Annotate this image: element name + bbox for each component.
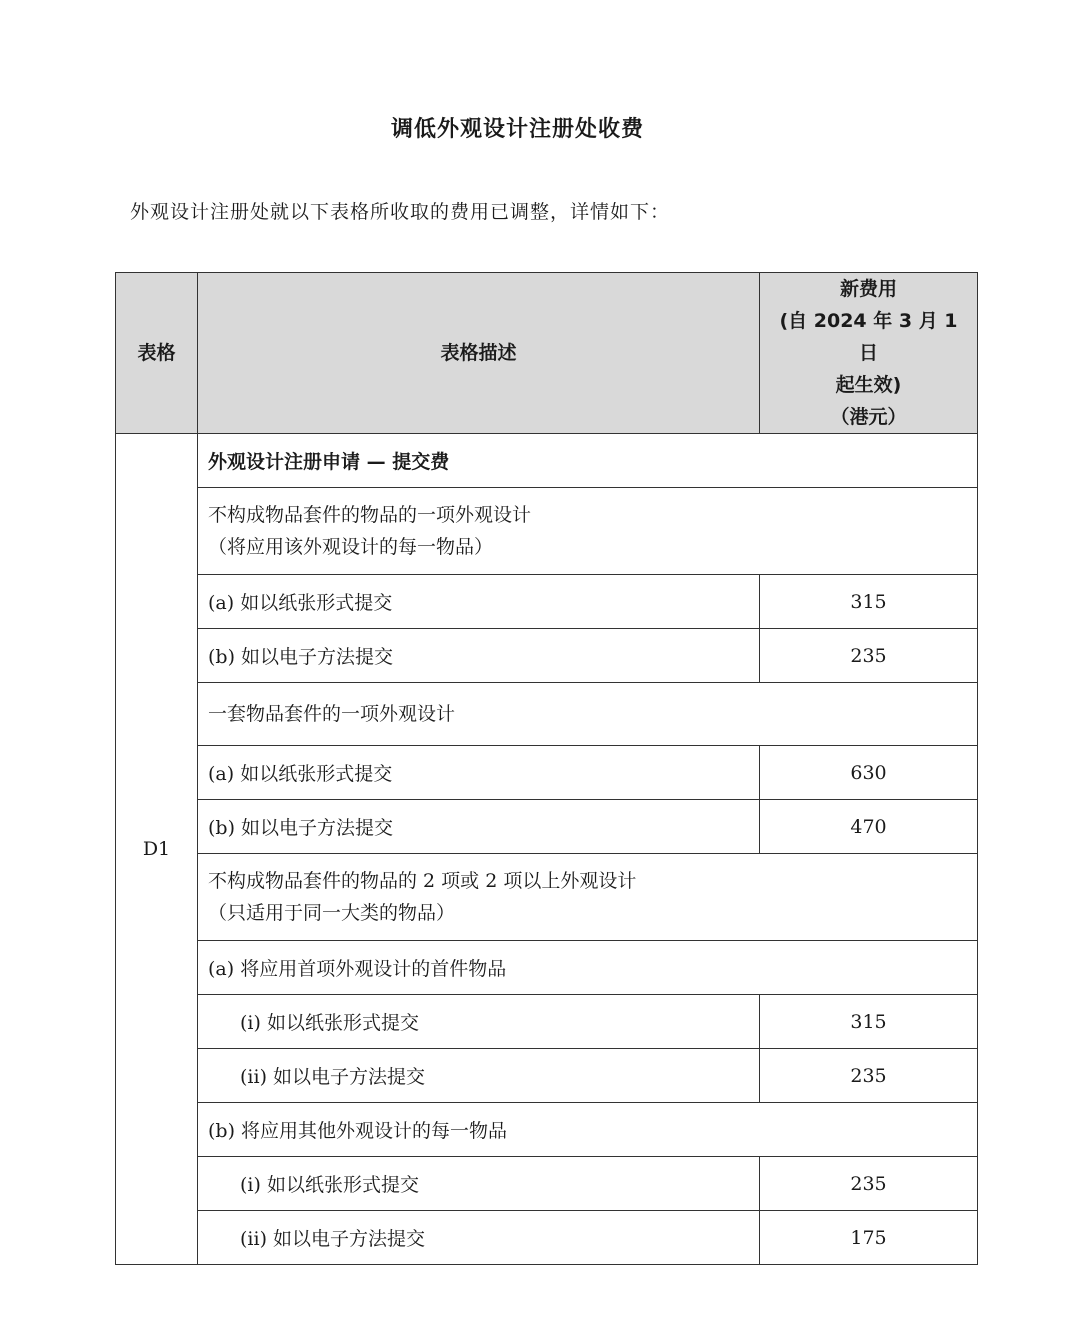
row-label: (b) 如以电子方法提交: [198, 800, 760, 854]
header-fee-line-3: 起生效): [835, 374, 902, 396]
row-label: (ii) 如以电子方法提交: [198, 1211, 760, 1265]
header-form: 表格: [116, 273, 198, 434]
table-row: [116, 488, 978, 575]
table-row: [116, 1103, 978, 1157]
row-fee: 315: [760, 575, 978, 629]
header-fee-line-1: 新费用: [839, 278, 897, 300]
header-description: 表格描述: [198, 273, 760, 434]
header-fee-line-4: （港元）: [830, 406, 907, 428]
table-row: [116, 683, 978, 746]
group-heading-line: 不构成物品套件的物品的一项外观设计: [208, 504, 532, 526]
table-row: [116, 995, 978, 1049]
header-new-fee: [760, 273, 978, 434]
group-heading-line: （只适用于同一大类的物品）: [208, 902, 456, 924]
fee-table: [115, 272, 978, 1265]
table-row: [116, 854, 978, 941]
subgroup-heading: (a) 将应用首项外观设计的首件物品: [198, 941, 978, 995]
table-row: [116, 629, 978, 683]
row-fee: 315: [760, 995, 978, 1049]
row-fee: 470: [760, 800, 978, 854]
subgroup-heading: (b) 将应用其他外观设计的每一物品: [198, 1103, 978, 1157]
row-fee: 630: [760, 746, 978, 800]
row-fee: 235: [760, 629, 978, 683]
table-header-row: [116, 273, 978, 434]
row-fee: 235: [760, 1157, 978, 1211]
table-row: [116, 575, 978, 629]
row-label: (b) 如以电子方法提交: [198, 629, 760, 683]
table-row: [116, 1157, 978, 1211]
group-heading: [198, 683, 978, 746]
section-title: 外观设计注册申请 — 提交费: [198, 434, 978, 488]
table-row: [116, 1049, 978, 1103]
table-row: [116, 434, 978, 488]
group-heading-line: 一套物品套件的一项外观设计: [208, 703, 456, 725]
row-label: (a) 如以纸张形式提交: [198, 575, 760, 629]
row-label: (ii) 如以电子方法提交: [198, 1049, 760, 1103]
page-title: 调低外观设计注册处收费: [390, 117, 644, 142]
header-fee-line-2: (自 2024 年 3 月 1 日: [779, 310, 958, 364]
intro-text: 外观设计注册处就以下表格所收取的费用已调整，详情如下：: [130, 201, 671, 223]
group-heading-line: 不构成物品套件的物品的 2 项或 2 项以上外观设计: [208, 870, 637, 892]
row-label: (i) 如以纸张形式提交: [198, 995, 760, 1049]
row-label: (a) 如以纸张形式提交: [198, 746, 760, 800]
row-fee: 175: [760, 1211, 978, 1265]
table-row: [116, 800, 978, 854]
table-row: [116, 746, 978, 800]
row-fee: 235: [760, 1049, 978, 1103]
group-heading: [198, 854, 978, 941]
table-row: [116, 1211, 978, 1265]
form-code-cell: D1: [116, 434, 198, 1265]
group-heading-line: （将应用该外观设计的每一物品）: [208, 536, 494, 558]
group-heading: [198, 488, 978, 575]
table-row: [116, 941, 978, 995]
row-label: (i) 如以纸张形式提交: [198, 1157, 760, 1211]
